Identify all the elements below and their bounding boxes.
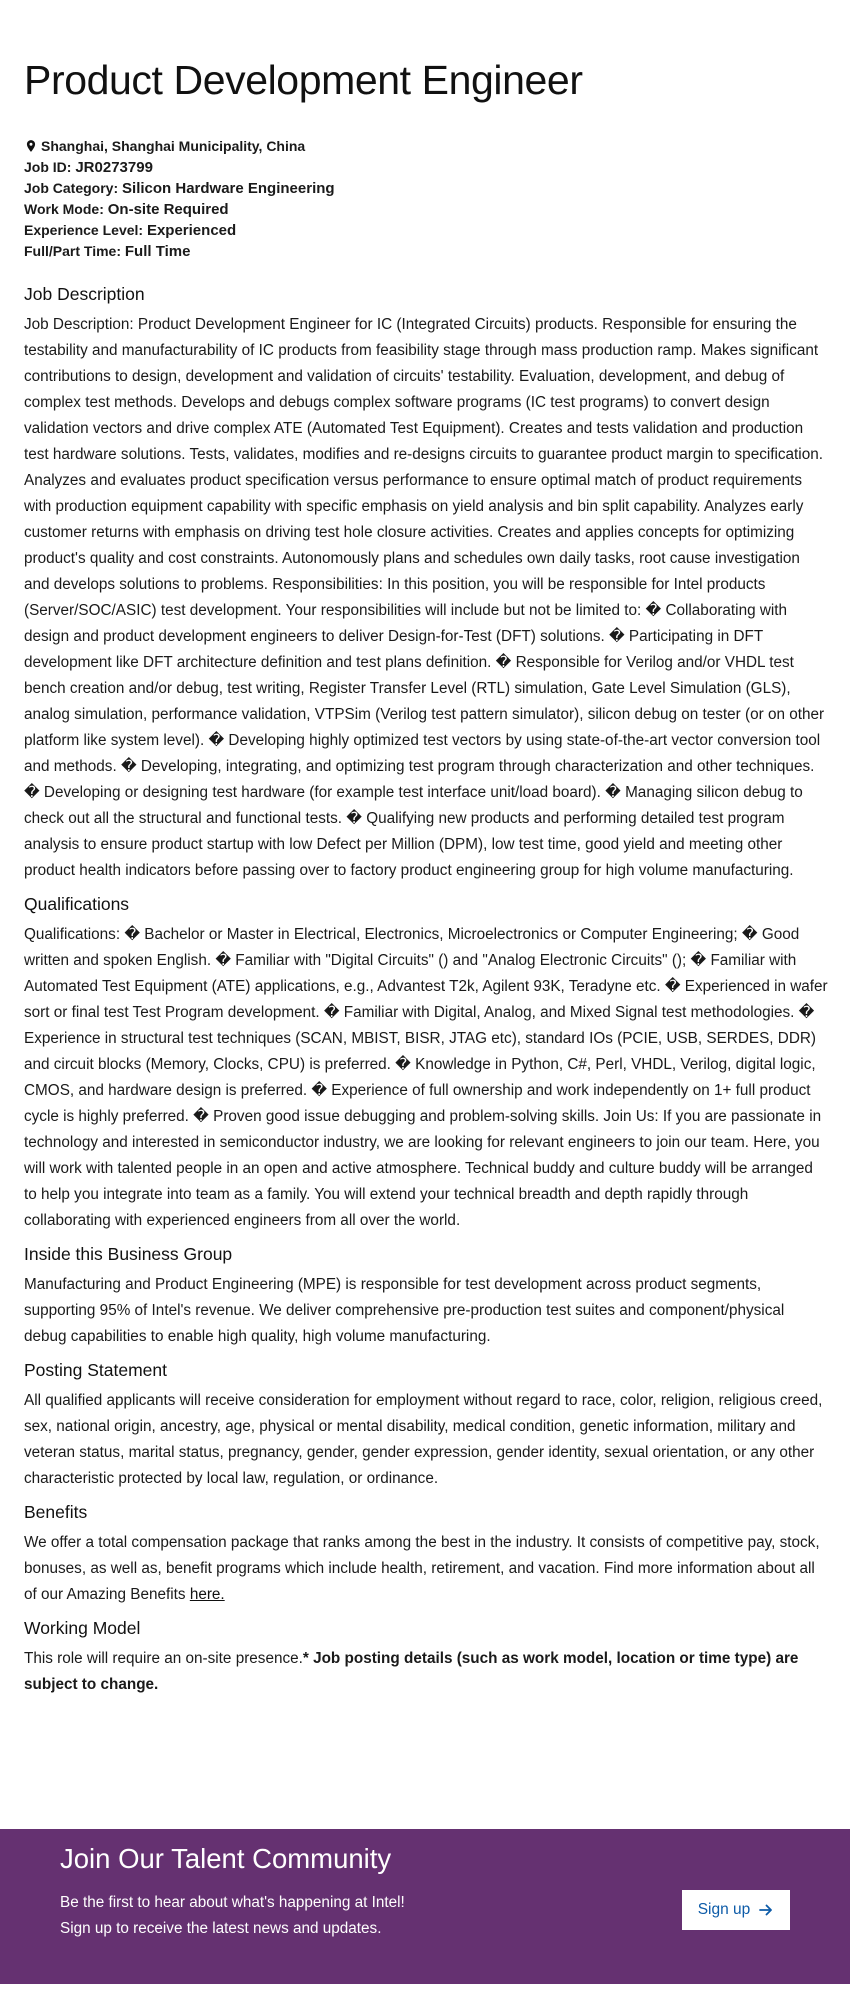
job-id-label: Job ID:	[24, 159, 72, 175]
job-content	[24, 50, 828, 1700]
benefits-text: We offer a total compensation package that ranks among the best in the industry. It consists of competitive pay, stock, bonuses, as well as, benefit programs which include health, retirement, and vacation. Find more information about all of our Amazing Benefits	[24, 1534, 820, 1603]
experience-level-row	[24, 220, 828, 241]
business-group-heading: Inside this Business Group	[24, 1244, 233, 1264]
qualifications-text: Qualifications: � Bachelor or Master in Electrical, Electronics, Microelectronics or Computer Engineering; � Good written and spoken English. � Familiar with "Digital Circuits" () and "Analog Electronic Circuits" (); � Familiar with Automated Test Equipment (ATE) applications, e.g., Advantest T2k, Agilent 93K, Teradyne etc. � Experienced in wafer sort or final test Test Program development. � Familiar with Digital, Analog, and Mixed Signal test methodologies. � Experience in structural test techniques (SCAN, MBIST, BISR, JTAG etc), standard IOs (PCIE, USB, SERDES, DDR) and circuit blocks (Memory, Clocks, CPU) is preferred. � Knowledge in Python, C#, Perl, VHDL, Verilog, digital logic, CMOS, and hardware design is preferred. � Experience of full ownership and work independently on 1+ full product cycle is highly preferred. � Proven good issue debugging and problem-solving skills. Join Us: If you are passionate in technology and interested in semiconductor industry, we are looking for relevant engineers to join our team. Here, you will work with talented people in an open and active atmosphere. Technical buddy and culture buddy will be arranged to help you integrate into team as a family. You will extend your technical breadth and depth rapidly through collaborating with experienced engineers from all over the world.	[24, 926, 828, 1229]
qualifications-section	[24, 892, 828, 1234]
talent-community-text: Be the first to hear about what's happening at Intel! Sign up to receive the latest news and updates.	[60, 1894, 405, 1937]
work-mode-label: Work Mode:	[24, 201, 104, 217]
benefits-here-link[interactable]: here.	[189, 1586, 225, 1603]
sign-up-button[interactable]	[682, 1890, 790, 1930]
experience-level-value: Experienced	[146, 222, 237, 239]
arrow-right-icon	[758, 1902, 774, 1918]
business-group-text: Manufacturing and Product Engineering (MPE) is responsible for test development across product segments, supporting 95% of Intel's revenue. We deliver comprehensive pre-production test suites and component/physical debug capabilities to enable high quality, high volume manufacturing.	[24, 1276, 785, 1345]
full-part-time-label: Full/Part Time:	[24, 243, 121, 259]
job-description-section	[24, 282, 828, 884]
job-description-text: Job Description: Product Development Engineer for IC (Integrated Circuits) products. Responsible for ensuring the testability and manufacturability of IC products from feasibility stage through mass production ramp. Makes significant contributions to design, development and validation of circuits' testability. Evaluation, development, and debug of complex test methods. Develops and debugs complex software programs (IC test programs) to convert design validation vectors and drive complex ATE (Automated Test Equipment). Creates and tests validation and production test hardware solutions. Tests, validates, modifies and re-designs circuits to guarantee product margin to specification. Analyzes and evaluates product specification versus performance to ensure optimal match of product requirements with production equipment capability with specific emphasis on yield analysis and bin split capability. Analyzes early customer returns with emphasis on driving test hole closure activities. Creates and applies concepts for optimizing product's quality and cost constraints. Autonomously plans and schedules own daily tasks, root cause investigation and develops solutions to problems. Responsibilities: In this position, you will be responsible for Intel products (Server/SOC/ASIC) test development. Your responsibilities will include but not be limited to: � Collaborating with design and product development engineers to deliver Design-for-Test (DFT) solutions. � Participating in DFT development like DFT architecture definition and test plans definition. � Responsible for Verilog and/or VHDL test bench creation and/or debug, test writing, Register Transfer Level (RTL) simulation, Gate Level Simulation (GLS), analog simulation, performance validation, VTPSim (Verilog test pattern simulator), silicon debug on tester (or on other platform like system level). � Developing highly optimized test vectors by using state-of-the-art vector conversion tool and methods. � Developing, integrating, and optimizing test program through characterization and other techniques. � Developing or designing test hardware (for example test interface unit/load board). � Managing silicon debug to check out all the structural and functional tests. � Qualifying new products and performing detailed test program analysis to ensure product startup with low Defect per Million (DPM), low test time, good yield and meeting other product health indicators before passing over to factory product engineering group for high volume manufacturing.	[24, 316, 825, 879]
job-id-row	[24, 157, 828, 178]
sign-up-label: Sign up	[697, 1901, 751, 1918]
posting-statement-heading: Posting Statement	[24, 1360, 167, 1380]
talent-community-banner	[0, 1829, 850, 1984]
job-meta	[24, 136, 828, 262]
working-model-section	[24, 1616, 828, 1698]
job-category-value: Silicon Hardware Engineering	[122, 180, 335, 197]
benefits-paragraph	[24, 1530, 828, 1608]
working-model-text: This role will require an on-site presence.	[24, 1650, 303, 1667]
work-mode-value: On-site Required	[107, 201, 229, 218]
qualifications-heading: Qualifications	[24, 894, 130, 914]
job-description-heading: Job Description	[24, 284, 145, 304]
posting-statement-section	[24, 1358, 828, 1492]
job-location: Shanghai, Shanghai Municipality, China	[41, 138, 306, 154]
benefits-heading: Benefits	[24, 1502, 88, 1522]
location-pin-icon	[24, 139, 38, 153]
talent-community-title: Join Our Talent Community	[60, 1843, 392, 1874]
job-category-row	[24, 178, 828, 199]
work-mode-row	[24, 199, 828, 220]
experience-level-label: Experience Level:	[24, 222, 144, 238]
page-title: Product Development Engineer	[24, 57, 583, 103]
full-part-time-row	[24, 241, 828, 262]
working-model-note: * Job posting details (such as work model, location or time type) are subject to change.	[24, 1650, 799, 1693]
benefits-section	[24, 1500, 828, 1608]
job-id-value: JR0273799	[75, 159, 153, 176]
posting-statement-text: All qualified applicants will receive consideration for employment without regard to race, color, religion, religious creed, sex, national origin, ancestry, age, physical or mental disability, medical condition, genetic information, military and veteran status, marital status, pregnancy, gender, gender expression, gender identity, sexual orientation, or any other characteristic protected by local law, regulation, or ordinance.	[24, 1392, 823, 1487]
working-model-heading: Working Model	[24, 1618, 141, 1638]
full-part-time-value: Full Time	[124, 243, 191, 260]
job-location-row	[24, 136, 828, 157]
business-group-section	[24, 1242, 828, 1350]
working-model-paragraph	[24, 1646, 828, 1698]
job-category-label: Job Category:	[24, 180, 119, 196]
